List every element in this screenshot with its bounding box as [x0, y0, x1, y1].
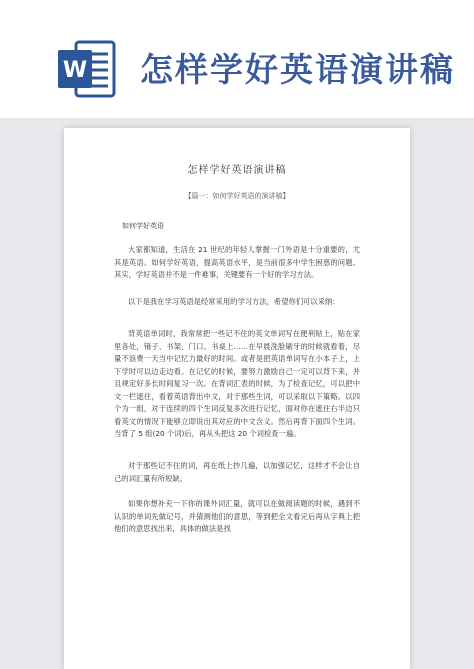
paragraph: 如果你想补充一下你的课外词汇量，就可以在做阅读题的时候，遇到不认识的单词先做记号，并猜测他们的意思，等到把全文看完后再从字典上把他们的意思找出来，具体的做法是找	[114, 499, 360, 533]
paragraph: 大家都知道，生活在 21 世纪的年轻人掌握一门外语是十分重要的，尤其是英语。如何学好英语，提高英语水平，是当前很多中学生困惑的问题。其实，学好英语并不是一件难事，关键要有一个好的学习方法。	[114, 245, 360, 279]
paragraph: 背英语单词时，我常常把一些记不住的英文单词写在便利贴上，贴在家里各处，镜子、书架、门口、书桌上……在早晨洗脸刷牙的时候就看着，尽量不浪费一天当中记忆力最好的时间。或者是把英语单词写在小本子上，上下学时可以边走边看。在记忆的时候，要努力激励自己一定可以背下来，并且规定好多长时间复习一次。在背词汇表的时候，为了检查记忆，可以把中文一栏遮住，看着英语背出中文，对于那些生词，可以采取以下策略。以四个为一组，对于连续的四个生词反复多次进行记忆，面对你在遮住右半边只看英文的情况下能够立即说出其对应的中文含义。然后再背下面四个生词。当背了 5 组(20 个词)后，再从头把这 20 个词检查一遍。	[114, 329, 360, 438]
banner-header	[0, 0, 474, 118]
paragraph: 以下是我在学习英语是经常采用的学习方法，希望你们可以采纳：	[128, 297, 340, 306]
banner-title: 怎样学好英语演讲稿	[140, 50, 455, 89]
word-document-icon	[56, 38, 118, 100]
document-subtitle: 【篇一：如何学好英语的演讲稿】	[184, 192, 290, 200]
word-letter: W	[62, 58, 88, 83]
paragraph: 对于那些记不住的词，再在纸上抄几遍，以加强记忆，这样才不会让自己的词汇量有所短缺。	[114, 461, 360, 483]
document-page	[64, 128, 410, 669]
section-heading: 如何学好英语	[122, 222, 164, 230]
document-title: 怎样学好英语演讲稿	[187, 165, 287, 176]
